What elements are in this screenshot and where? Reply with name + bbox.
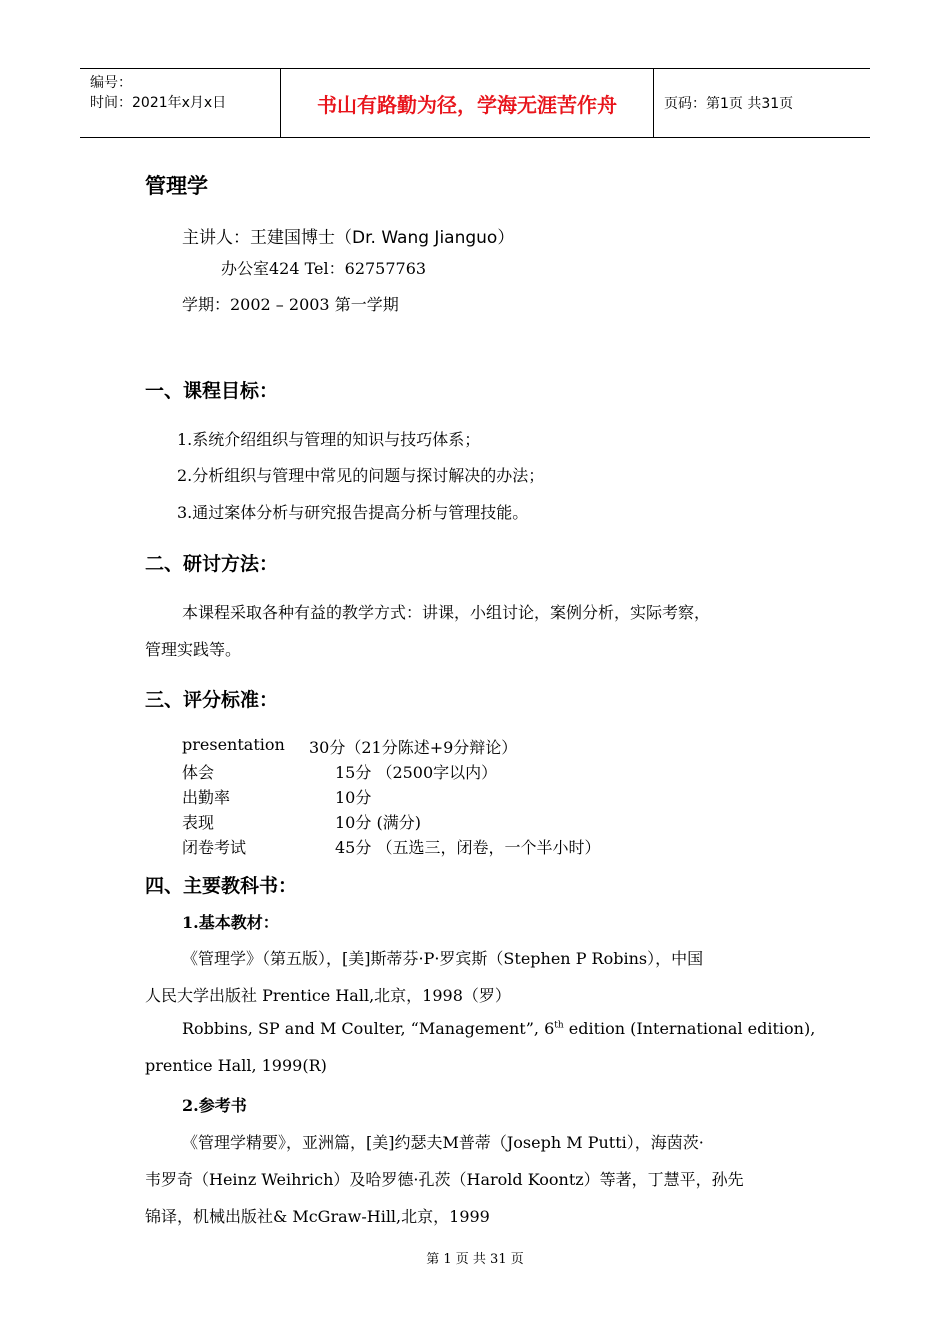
section-4-title: 四、主要教科书： <box>145 875 298 897</box>
document-title: 管理学 <box>145 174 208 198</box>
grade-item: presentation <box>182 735 285 754</box>
time-label: 时间：2021年x月x日 <box>90 95 227 111</box>
method-line-2: 管理实践等。 <box>145 640 242 659</box>
grade-score: 10分 <box>335 788 372 807</box>
grade-item: 出勤率 <box>182 788 231 807</box>
grade-score: 30分（21分陈述+9分辩论） <box>309 738 518 757</box>
textbook-2-text-b: edition (International edition), <box>563 1019 816 1038</box>
header-meta <box>80 69 280 137</box>
grade-item: 体会 <box>182 763 215 782</box>
header-page-info: 页码：第1页 共31页 <box>664 96 794 112</box>
grade-score: 45分 （五选三，闭卷，一个半小时） <box>335 838 601 857</box>
textbook-2-line-2: prentice Hall, 1999(R) <box>145 1056 327 1075</box>
method-line-1: 本课程采取各种有益的教学方式：讲课，小组讨论，案例分析，实际考察， <box>182 603 711 622</box>
reference-subtitle: 2.参考书 <box>182 1096 247 1115</box>
section-3-title: 三、评分标准： <box>145 689 279 711</box>
reference-line-2: 韦罗奇（Heinz Weihrich）及哈罗德·孔茨（Harold Koontz）等著，丁慧平，孙先 <box>145 1170 744 1189</box>
grade-score: 10分 (满分) <box>335 813 421 832</box>
reference-line-1: 《管理学精要》，亚洲篇，[美]约瑟夫M普蒂（Joseph M Putti），海茵茨· <box>182 1133 704 1152</box>
header-motto: 书山有路勤为径，学海无涯苦作舟 <box>280 69 654 137</box>
section-1-title: 一、课程目标： <box>145 380 279 402</box>
edition-superscript: th <box>554 1020 564 1031</box>
textbook-1-line-2: 人民大学出版社 Prentice Hall,北京，1998（罗） <box>145 986 511 1005</box>
textbook-subtitle: 1.基本教材： <box>182 913 279 932</box>
lecturer-line: 主讲人：王建国博士（Dr. Wang Jianguo） <box>182 228 515 248</box>
term-line: 学期：2002 – 2003 第一学期 <box>182 295 399 314</box>
number-label: 编号： <box>90 75 132 91</box>
textbook-2-line-1 <box>182 1019 815 1038</box>
page-footer: 第 1 页 共 31 页 <box>426 1252 524 1267</box>
grade-item: 闭卷考试 <box>182 838 247 857</box>
objective-item-3: 3.通过案体分析与研究报告提高分析与管理技能。 <box>177 503 529 522</box>
textbook-1-line-1: 《管理学》（第五版），[美]斯蒂芬·P·罗宾斯（Stephen P Robins），中国 <box>182 949 704 968</box>
page-header <box>80 68 870 138</box>
textbook-2-text-a: Robbins, SP and M Coulter, “Management”, 6 <box>182 1019 555 1038</box>
office-line: 办公室424 Tel：62757763 <box>221 259 427 278</box>
grade-item: 表现 <box>182 813 215 832</box>
objective-item-1: 1.系统介绍组织与管理的知识与技巧体系； <box>177 430 481 449</box>
reference-line-3: 锦译，机械出版社& McGraw-Hill,北京，1999 <box>145 1207 490 1226</box>
objective-item-2: 2.分析组织与管理中常见的问题与探讨解决的办法； <box>177 466 545 485</box>
grade-score: 15分 （2500字以内） <box>335 763 498 782</box>
section-2-title: 二、研讨方法： <box>145 553 279 575</box>
